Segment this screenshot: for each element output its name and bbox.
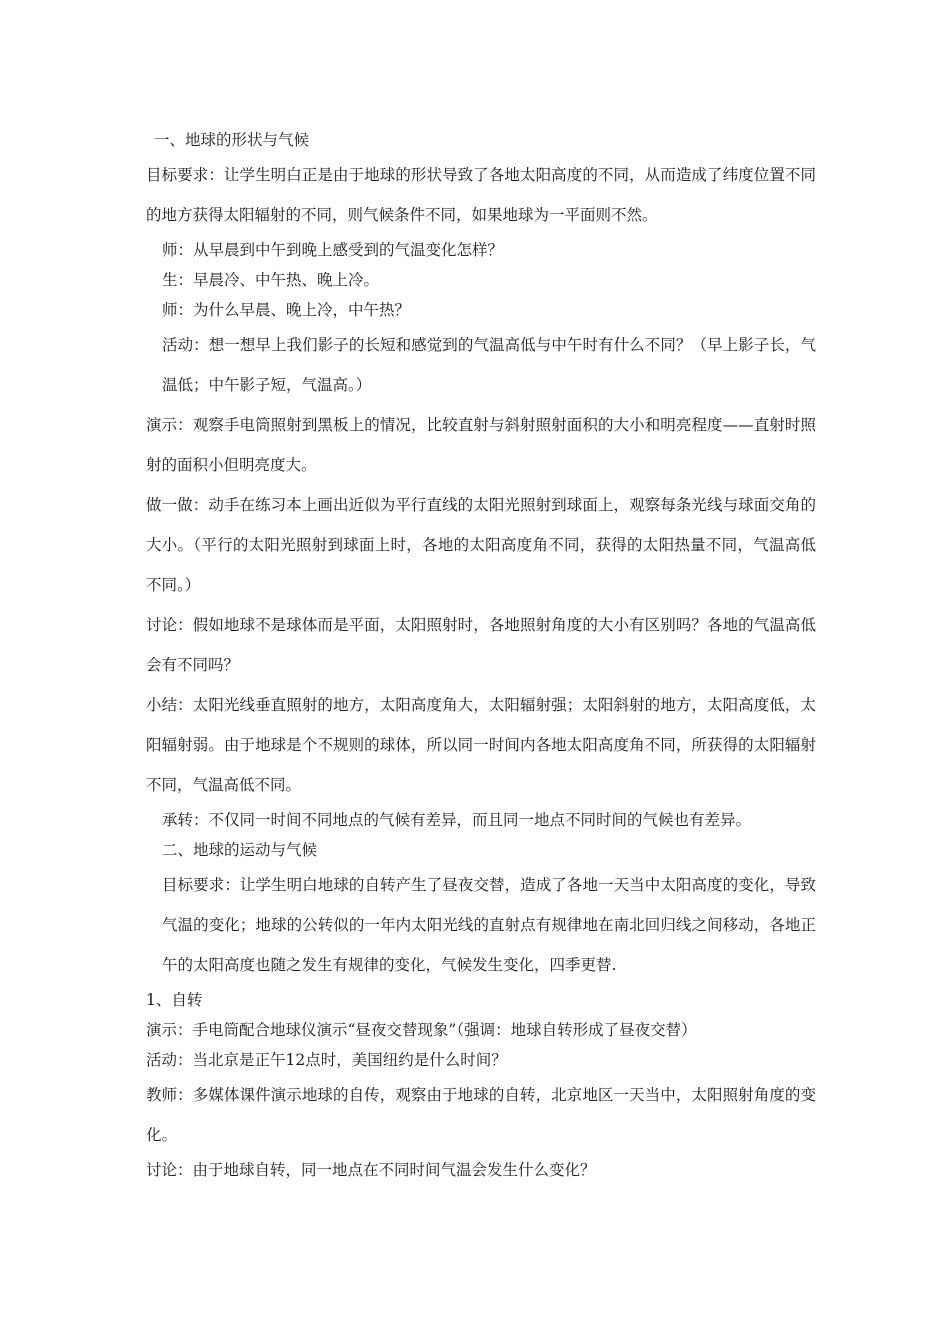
paragraph-summary: 小结：太阳光线垂直照射的地方，太阳高度角大，太阳辐射强；太阳斜射的地方，太阳高度低，太阳辐射弱。由于地球是个不规则的球体，所以同一时间内各地太阳高度角不同，所获得的太阳辐射不同，气温高低不同。	[146, 696, 816, 794]
paragraph-discussion-2: 讨论：由于地球自转，同一地点在不同时间气温会发生什么变化？	[146, 1161, 596, 1179]
paragraph-student-answer: 生：早晨冷、中午热、晚上冷。	[162, 271, 380, 289]
paragraph-goal-2: 目标要求：让学生明白地球的自转产生了昼夜交替，造成了各地一天当中太阳高度的变化，导致气温的变化；地球的公转似的一年内太阳光线的直射点有规律地在南北回归线之间移动，各地正午的太阳高度也随之发生有规律的变化，气候发生变化，四季更替.	[162, 876, 816, 974]
section-heading-1: 一、地球的形状与气候	[154, 131, 310, 149]
paragraph-goal-1: 目标要求：让学生明白正是由于地球的形状导致了各地太阳高度的不同，从而造成了纬度位置不同的地方获得太阳辐射的不同，则气候条件不同，如果地球为一平面则不然。	[146, 166, 816, 224]
paragraph-teacher-why: 师：为什么早晨、晚上冷，中午热？	[162, 301, 411, 319]
paragraph-do-it: 做一做：动手在练习本上画出近似为平行直线的太阳光照射到球面上，观察每条光线与球面交角的大小。（平行的太阳光照射到球面上时，各地的太阳高度角不同，获得的太阳热量不同，气温高低不同。）	[146, 496, 816, 594]
paragraph-teacher-multimedia: 教师：多媒体课件演示地球的自传，观察由于地球的自转，北京地区一天当中，太阳照射角度的变化。	[146, 1086, 816, 1144]
paragraph-demo-globe: 演示：手电筒配合地球仪演示“昼夜交替现象”（强调：地球自转形成了昼夜交替）	[146, 1021, 697, 1039]
paragraph-transition: 承转：不仅同一时间不同地点的气候有差异，而且同一地点不同时间的气候也有差异。	[162, 811, 752, 829]
paragraph-activity-shadow: 活动：想一想早上我们影子的长短和感觉到的气温高低与中午时有什么不同？（早上影子长，气温低；中午影子短，气温高。）	[162, 336, 816, 394]
section-heading-2: 二、地球的运动与气候	[162, 841, 318, 859]
paragraph-teacher-question: 师：从早晨到中午到晚上感受到的气温变化怎样？	[162, 241, 504, 259]
subsection-heading-rotation: 1、自转	[146, 991, 203, 1009]
paragraph-demo-flashlight: 演示：观察手电筒照射到黑板上的情况，比较直射与斜射照射面积的大小和明亮程度——直射时照射的面积小但明亮度大。	[146, 416, 816, 474]
document-body	[146, 125, 816, 1185]
paragraph-activity-time: 活动：当北京是正午12点时，美国纽约是什么时间？	[146, 1051, 507, 1069]
paragraph-discussion-1: 讨论：假如地球不是球体而是平面，太阳照射时，各地照射角度的大小有区别吗？各地的气温高低会有不同吗？	[146, 616, 816, 674]
